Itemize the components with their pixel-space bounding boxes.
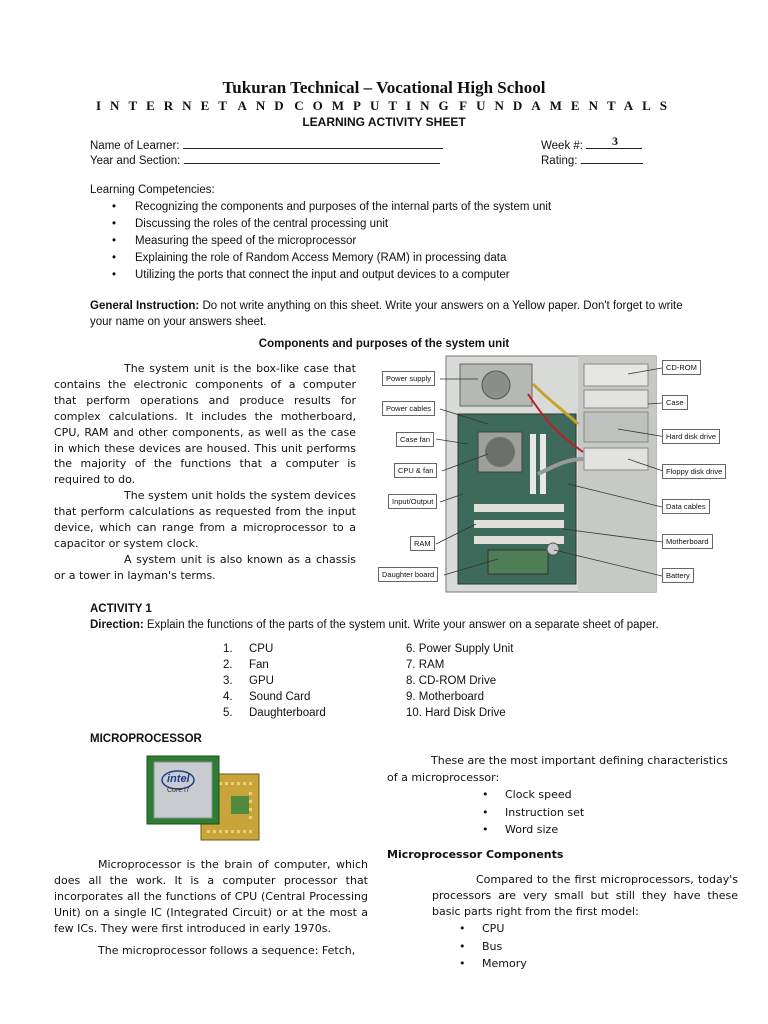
name-blank: [183, 138, 443, 149]
rating-field: [541, 153, 643, 167]
learning-competencies: [90, 182, 551, 284]
subject-title: [96, 98, 676, 114]
subject-word: COMPUTING: [294, 98, 458, 113]
section-label: Year and Section:: [90, 155, 181, 167]
label-input-output: Input/Output: [388, 494, 437, 509]
components-section: [432, 872, 738, 973]
label-cpu-fan: CPU & fan: [394, 463, 437, 478]
paragraph: A system unit is also known as a chassis or a tower in layman's terms.: [54, 552, 356, 582]
subject-word: AND: [237, 98, 293, 113]
week-value: 3: [612, 134, 618, 148]
name-field: [90, 138, 443, 152]
list-item: • Instruction set: [505, 804, 739, 822]
list-item: 7. RAM: [406, 659, 445, 671]
list-item: • Word size: [505, 821, 739, 839]
list-item: • Bus: [482, 938, 738, 956]
label-power-supply: Power supply: [382, 371, 435, 386]
item-label: Sound Card: [249, 691, 311, 703]
paragraph: Microprocessor is the brain of computer, which does all the work. It is a computer processor that incorporates all the functions of CPU (Central Processing Unit) on a single IC (Integrated Circuit) or at the most a few ICs. They were first introduced in early 1970s.: [54, 858, 368, 935]
competency-item: • Measuring the speed of the microprocessor: [90, 233, 551, 250]
list-item: [223, 641, 326, 657]
label-data-cables: Data cables: [662, 499, 710, 514]
week-label: Week #:: [541, 140, 583, 152]
chip-model: Core i7: [167, 787, 190, 794]
name-label: Name of Learner:: [90, 140, 180, 152]
item-label: CPU: [249, 643, 274, 655]
label-case: Case: [662, 395, 688, 410]
rating-blank: [581, 153, 643, 164]
item-number: 5.: [223, 707, 233, 719]
item-label: GPU: [249, 675, 274, 687]
list-item: 9. Motherboard: [406, 691, 484, 703]
item-number: 1.: [223, 643, 233, 655]
activity-title: ACTIVITY 1: [90, 603, 152, 615]
list-item: • CPU: [482, 920, 738, 938]
label-battery: Battery: [662, 568, 694, 583]
parts-list-left: [223, 641, 326, 721]
cpu-chip-image: [145, 752, 261, 844]
characteristics-section: [387, 752, 739, 839]
label-ram: RAM: [410, 536, 435, 551]
paragraph: The system unit is the box-like case that contains the electronic components of a computer that perform operations and produce results for complex calculations. It includes the motherboard, CPU, RAM and other components, as well as the case in which these devices are housed. This unit performs the majority of the functions that a computer is required to do.: [54, 362, 356, 487]
components-intro: Compared to the first microprocessors, today's processors are very small but still they have these basic parts right from the first model:: [432, 873, 738, 918]
list-item: 6. Power Supply Unit: [406, 643, 514, 655]
item-number: 3.: [223, 675, 233, 687]
label-power-cables: Power cables: [382, 401, 435, 416]
list-item: 8. CD-ROM Drive: [406, 675, 497, 687]
rating-label: Rating:: [541, 155, 578, 167]
components-title: Microprocessor Components: [387, 848, 564, 861]
microprocessor-description: [54, 857, 368, 965]
label-motherboard: Motherboard: [662, 534, 713, 549]
item-label: Fan: [249, 659, 269, 671]
list-item: • Clock speed: [505, 786, 739, 804]
general-instruction-text: Do not write anything on this sheet. Write your answers on a Yellow paper. Don't forget to write your name on your answers sheet.: [90, 300, 683, 328]
general-instruction: [90, 298, 690, 330]
item-number: 2.: [223, 659, 233, 671]
direction-label: Direction:: [90, 619, 144, 631]
microprocessor-title: MICROPROCESSOR: [90, 733, 202, 745]
label-hard-disk-drive: Hard disk drive: [662, 429, 720, 444]
label-cd-rom: CD-ROM: [662, 360, 701, 375]
list-item: • Memory: [482, 955, 738, 973]
competency-item: • Utilizing the ports that connect the input and output devices to a computer: [90, 267, 551, 284]
sheet-title: LEARNING ACTIVITY SHEET: [302, 115, 466, 129]
activity-direction: [90, 619, 659, 631]
list-item: 10. Hard Disk Drive: [406, 707, 506, 719]
list-item: [223, 673, 326, 689]
paragraph: The microprocessor follows a sequence: Fetch,: [98, 944, 356, 957]
characteristics-intro: These are the most important defining characteristics of a microprocessor:: [387, 754, 728, 784]
direction-text: Explain the functions of the parts of the system unit. Write your answer on a separate sheet of paper.: [146, 619, 659, 631]
section-field: [90, 153, 440, 167]
school-name: Tukuran Technical – Vocational High School: [222, 78, 546, 97]
label-daughter-board: Daughter board: [378, 567, 438, 582]
competencies-heading: Learning Competencies:: [90, 184, 215, 196]
item-label: Daughterboard: [249, 707, 326, 719]
section-title: Components and purposes of the system unit: [258, 338, 510, 350]
week-field: [541, 138, 642, 152]
label-floppy-disk-drive: Floppy disk drive: [662, 464, 726, 479]
subject-word: FUNDAMENTALS: [459, 98, 676, 113]
section-blank: [184, 153, 440, 164]
subject-word: INTERNET: [96, 98, 236, 113]
competency-item: • Recognizing the components and purposes of the internal parts of the system unit: [90, 199, 551, 216]
chip-brand: intel: [167, 773, 190, 785]
label-case-fan: Case fan: [396, 432, 434, 447]
competency-item: • Discussing the roles of the central processing unit: [90, 216, 551, 233]
parts-list-right: [406, 641, 513, 721]
system-unit-description: [54, 361, 356, 584]
general-instruction-label: General Instruction:: [90, 300, 200, 312]
item-number: 4.: [223, 691, 233, 703]
system-unit-diagram: [378, 354, 734, 594]
list-item: [223, 657, 326, 673]
competency-item: • Explaining the role of Random Access Memory (RAM) in processing data: [90, 250, 551, 267]
list-item: [223, 705, 326, 721]
cpu-chip-graphic: [145, 752, 261, 844]
list-item: [223, 689, 326, 705]
paragraph: The system unit holds the system devices that perform calculations as requested from the input device, which can range from a microprocessor to a capacitor or system clock.: [54, 489, 356, 550]
